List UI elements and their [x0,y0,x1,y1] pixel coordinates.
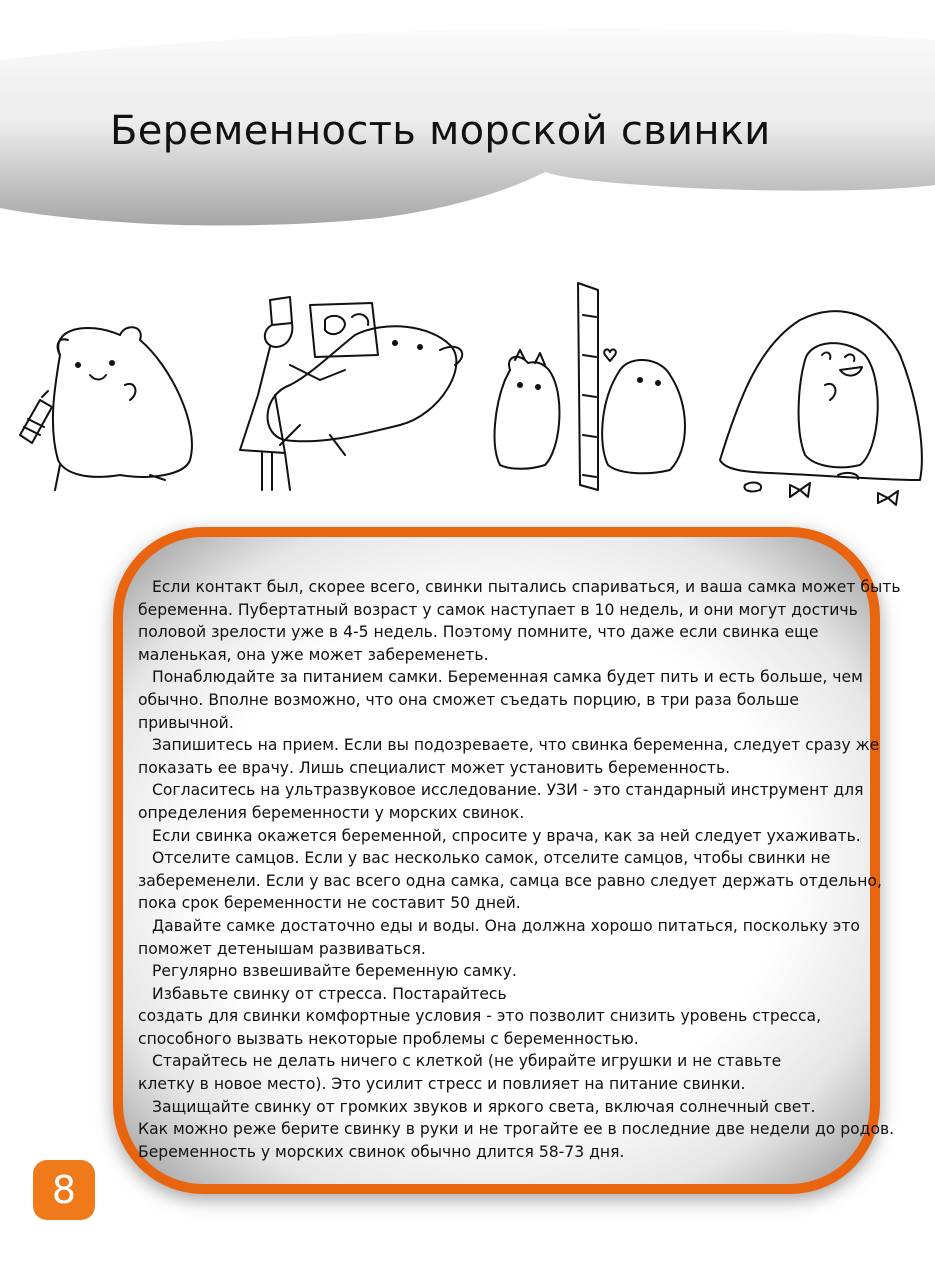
illustrations-strip [0,275,935,510]
paragraph-line: Понаблюдайте за питанием самки. Беременная самка будет пить и есть больше, чем [152,668,863,687]
paragraph-line: создать для свинки комфортные условия - это позволит снизить уровень стресса, [138,1007,822,1026]
paragraph-line: маленькая, она уже может забеременеть. [138,645,489,664]
body-text [138,576,901,1163]
paragraph-line: Как можно реже берите свинку в руки и не трогайте ее в последние две недели до родов. [138,1120,895,1139]
paragraph-line: Старайтесь не делать ничего с клеткой (не убирайте игрушки и не ставьте [152,1052,782,1071]
guinea-pig-with-bottle-illustration [20,327,192,490]
paragraph-line: Беременность у морских свинок обычно длится 58-73 дня. [138,1142,625,1161]
paragraph-line: Избавьте свинку от стресса. Постарайтесь [152,984,507,1003]
page-title: Беременность морской свинки [110,108,771,154]
paragraph-line: половой зрелости уже в 4-5 недель. Поэтому помните, что даже если свинка еще [138,623,819,642]
paragraph-line: Давайте самке достаточно еды и воды. Она должна хорошо питаться, поскольку это [152,916,860,935]
paragraph-line: обычно. Вполне возможно, что она сможет съедать порцию, в три раза больше [138,690,799,709]
guinea-pigs-cage-illustration [495,283,685,490]
paragraph-line: Если контакт был, скорее всего, свинки пытались спариваться, и ваша самка может быть [152,578,901,596]
paragraph-line: Защищайте свинку от громких звуков и яркого света, включая солнечный свет. [152,1097,816,1116]
paragraph-line: Регулярно взвешивайте беременную самку. [152,962,517,981]
paragraph-line: способного вызвать некоторые проблемы с беременностью. [138,1029,639,1048]
paragraph-line: показать ее врачу. Лишь специалист может установить беременность. [138,758,731,777]
paragraph-line: Если свинка окажется беременной, спросите у врача, как за ней следует ухаживать. [152,826,861,845]
paragraph-line: Согласитесь на ультразвуковое исследование. УЗИ - это стандарный инструмент для [152,781,864,800]
paragraph-line: беременна. Пубертатный возраст у самок наступает в 10 недель, и они могут достичь [138,600,858,619]
paragraph-line: определения беременности у морских свинок. [138,803,525,822]
paragraph-line: забеременели. Если у вас всего одна самка, самца все равно следует держать отдельно, [138,871,882,890]
paragraph-line: пока срок беременности не составит 50 дней. [138,894,521,913]
paragraph-line: привычной. [138,713,234,732]
paragraph-line: Запишитесь на прием. Если вы подозреваете, что свинка беременна, следует сразу же [152,736,880,755]
paragraph-line: поможет детенышам развиваться. [138,939,426,958]
page-number-badge: 8 [33,1160,95,1220]
paragraph-line: Отселите самцов. Если у вас несколько самок, отселите самцов, чтобы свинки не [152,849,831,868]
guinea-pig-ultrasound-illustration [240,297,462,490]
guinea-pig-blanket-illustration [720,311,922,505]
paragraph-line: клетку в новое место). Это усилит стресс и повлияет на питание свинки. [138,1075,746,1094]
